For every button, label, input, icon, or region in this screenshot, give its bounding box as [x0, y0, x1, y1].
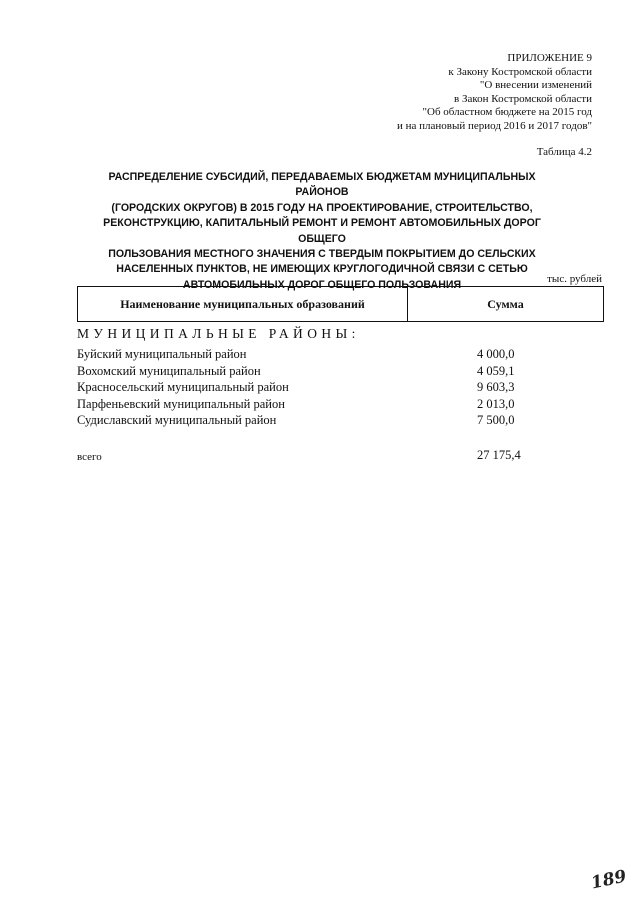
- row-value: 7 500,0: [477, 413, 515, 428]
- table-body: [77, 346, 547, 429]
- row-name: Красносельский муниципальный район: [77, 380, 289, 395]
- table-header: [77, 286, 604, 322]
- row-value: 4 059,1: [477, 363, 515, 378]
- title-line: АВТОМОБИЛЬНЫХ ДОРОГ ОБЩЕГО ПОЛЬЗОВАНИЯ: [182, 278, 462, 291]
- title-line: РЕКОНСТРУКЦИЮ, КАПИТАЛЬНЫЙ РЕМОНТ И РЕМОНТ АВТОМОБИЛЬНЫХ ДОРОГ ОБЩЕГО: [103, 217, 541, 245]
- section-header: МУНИЦИПАЛЬНЫЕ РАЙОНЫ:: [77, 326, 360, 341]
- table-row: [77, 412, 547, 429]
- page-number: 189: [588, 866, 628, 894]
- column-header-sum: Сумма: [487, 296, 524, 311]
- appendix-line: ПРИЛОЖЕНИЕ 9: [507, 52, 592, 64]
- appendix-line: "О внесении изменений: [479, 79, 592, 92]
- row-name: Парфеньевский муниципальный район: [77, 396, 285, 411]
- row-name: Вохомский муниципальный район: [77, 363, 261, 378]
- row-value: 2 013,0: [477, 396, 515, 411]
- appendix-line: к Закону Костромской области: [448, 65, 592, 78]
- table-row: [77, 363, 547, 380]
- row-name: Судиславский муниципальный район: [77, 413, 277, 428]
- column-header-name: Наименование муниципальных образований: [78, 287, 408, 321]
- appendix-line: "Об областном бюджете на 2015 год: [422, 106, 592, 119]
- appendix-header: [397, 52, 592, 134]
- appendix-line: и на плановый период 2016 и 2017 годов": [396, 119, 592, 132]
- title-line: (ГОРОДСКИХ ОКРУГОВ) В 2015 ГОДУ НА ПРОЕКТИРОВАНИЕ, СТРОИТЕЛЬСТВО,: [111, 201, 533, 214]
- title-line: НАСЕЛЕННЫХ ПУНКТОВ, НЕ ИМЕЮЩИХ КРУГЛОГОДИЧНОЙ СВЯЗИ С СЕТЬЮ: [116, 263, 528, 276]
- total-value: 27 175,4: [477, 448, 521, 462]
- total-label: всего: [77, 451, 102, 463]
- total-row: [77, 447, 547, 465]
- document-title: [82, 170, 562, 293]
- title-line: ПОЛЬЗОВАНИЯ МЕСТНОГО ЗНАЧЕНИЯ С ТВЕРДЫМ ПОКРЫТИЕМ ДО СЕЛЬСКИХ: [108, 248, 536, 261]
- table-row: [77, 379, 547, 396]
- units-label: тыс. рублей: [547, 273, 602, 285]
- table-number: Таблица 4.2: [536, 146, 592, 158]
- row-name: Буйский муниципальный район: [77, 347, 247, 361]
- table-row: [77, 346, 547, 363]
- row-value: 9 603,3: [477, 380, 515, 395]
- table-row: [77, 396, 547, 413]
- row-value: 4 000,0: [477, 347, 515, 361]
- title-line: РАСПРЕДЕЛЕНИЕ СУБСИДИЙ, ПЕРЕДАВАЕМЫХ БЮДЖЕТАМ МУНИЦИПАЛЬНЫХ РАЙОНОВ: [108, 171, 536, 199]
- appendix-line: в Закон Костромской области: [454, 92, 592, 105]
